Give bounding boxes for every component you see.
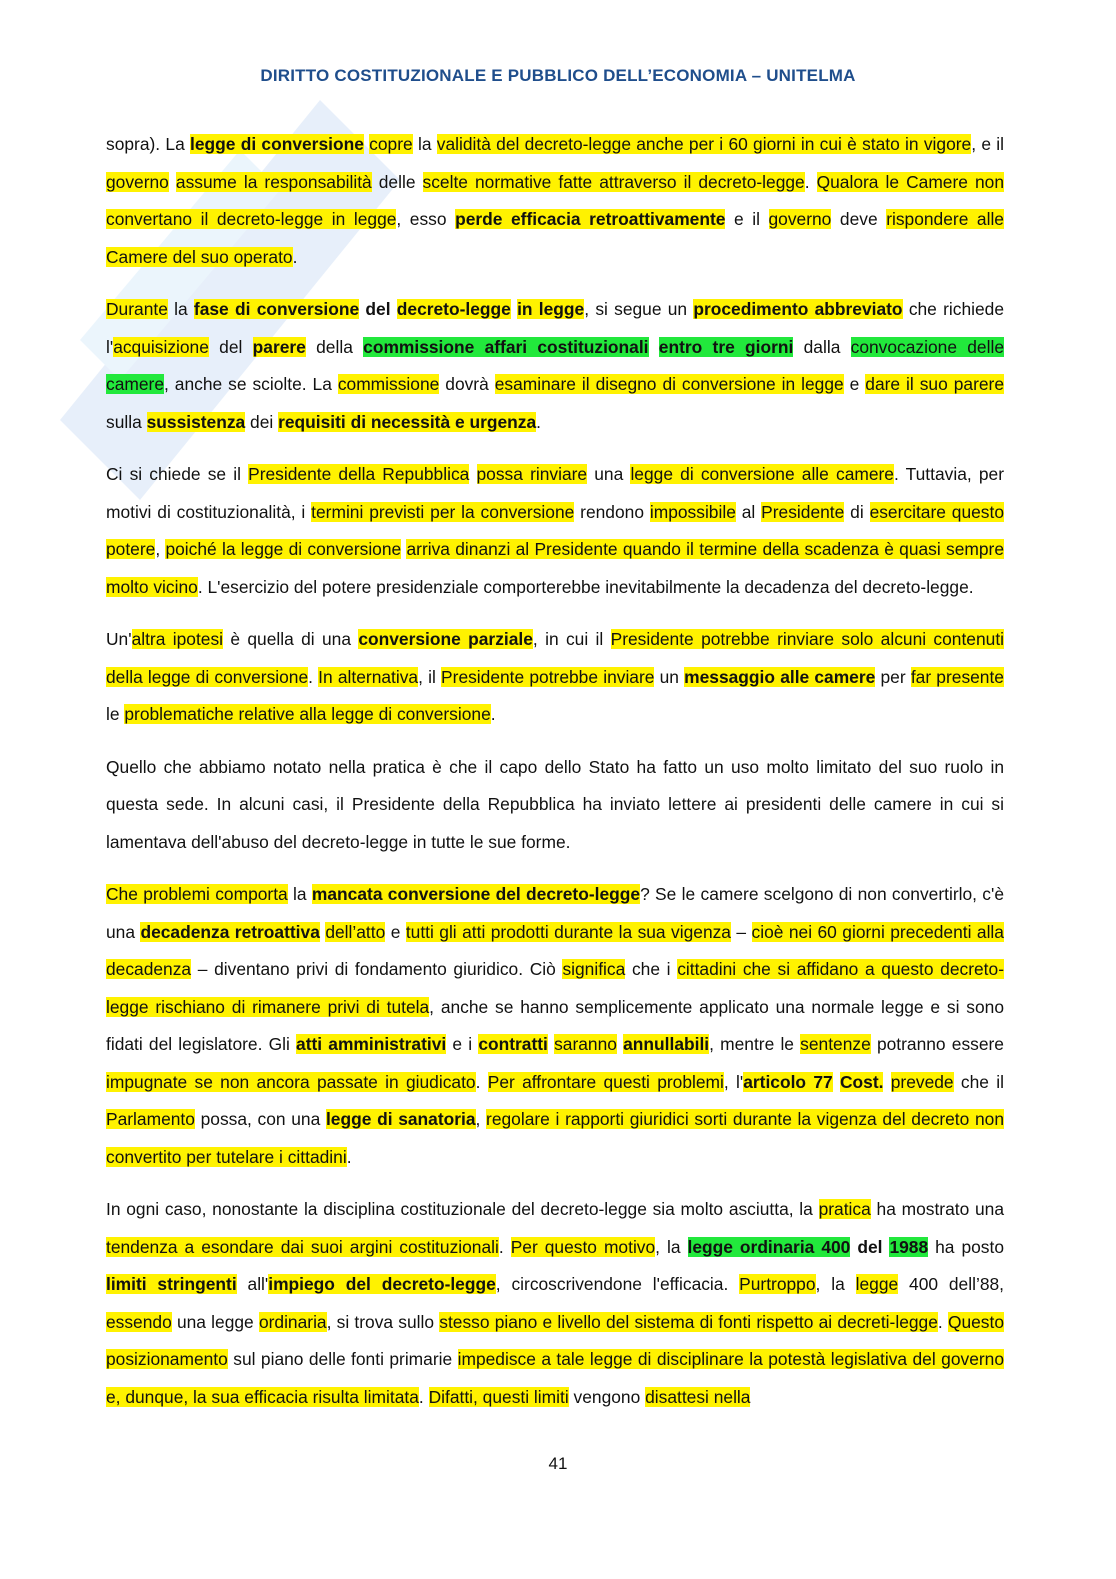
text-run: del	[359, 299, 397, 319]
text-run: delle	[371, 171, 423, 192]
highlighted-text: esercitare questo potere	[106, 501, 1004, 559]
paragraph	[106, 126, 1004, 276]
highlighted-text: regolare i rapporti giuridici sorti durante la vigenza del decreto non convertito per tutelare i cittadini	[106, 1109, 1004, 1167]
text-run: e i	[446, 1034, 479, 1054]
text-run: .	[536, 411, 541, 432]
text-run: . L'esercizio del potere presidenziale comporterebbe inevitabilmente la decadenza del decreto-legge.	[197, 576, 974, 597]
highlighted-text: Per affrontare questi problemi	[487, 1071, 724, 1092]
highlighted-text: prevede	[890, 1071, 954, 1092]
highlighted-text: legge di conversione	[190, 134, 364, 154]
highlighted-text: requisiti di necessità e urgenza	[278, 411, 537, 432]
highlighted-text: sussistenza	[146, 411, 246, 432]
highlighted-text: Che problemi comporta	[106, 884, 288, 904]
text-run	[469, 464, 476, 484]
highlighted-text: governo	[768, 209, 832, 229]
highlighted-text: impedisce a tale legge di disciplinare la potestà legislativa del governo e, dunque, la sua efficacia risulta limitata	[106, 1349, 1004, 1407]
highlighted-text: Questo posizionamento	[106, 1311, 1005, 1369]
text-run: sopra). La	[106, 134, 191, 154]
text-run: ha mostrato una	[870, 1199, 1005, 1219]
highlighted-text: stesso piano e livello del sistema di fonti rispetto ai decreti-legge	[439, 1311, 938, 1332]
highlighted-text: problematiche relative alla legge di conversione	[124, 704, 491, 724]
text-run: .	[308, 666, 319, 687]
highlighted-text: convocazione delle camere	[106, 336, 1005, 394]
text-run: dalla	[793, 336, 851, 357]
highlighted-text: Presidente potrebbe inviare	[441, 666, 655, 687]
text-run: , e il	[971, 134, 1004, 154]
text-run: , si segue un	[584, 299, 694, 319]
text-run: , in cui il	[532, 629, 611, 649]
highlighted-text: 1988	[889, 1236, 929, 1257]
highlighted-text: Presidente potrebbe rinviare solo alcuni contenuti della legge di conversione	[106, 629, 1005, 687]
highlighted-text: limiti stringenti	[106, 1274, 237, 1294]
text-run: ,	[475, 1109, 487, 1129]
highlighted-text: dare il suo parere	[865, 374, 1005, 394]
text-run: di	[844, 501, 870, 522]
highlighted-text: essendo	[106, 1311, 172, 1332]
paragraph	[106, 621, 1004, 734]
text-run: , circoscrivendone l'efficacia.	[495, 1274, 740, 1294]
highlighted-text: cittadini che si affidano a questo decreto-legge rischiano di rimanere privi di tutela	[106, 959, 1004, 1017]
highlighted-text: Difatti, questi limiti	[428, 1386, 569, 1407]
text-run: del	[208, 336, 253, 357]
highlighted-text: tutti gli atti prodotti durante la sua vigenza	[405, 921, 731, 942]
text-run: che i	[625, 959, 678, 979]
text-run: della	[305, 336, 364, 357]
highlighted-text: legge	[855, 1274, 899, 1294]
highlighted-text: commissione affari costituzionali	[363, 336, 649, 357]
text-run: In ogni caso, nonostante la disciplina costituzionale del decreto-legge sia molto asciutta, la	[106, 1199, 819, 1219]
highlighted-text: articolo 77	[743, 1071, 833, 1092]
text-run: ? Se le camere scelgono di non convertirlo, c'è una	[106, 884, 1004, 942]
highlighted-text: impossibile	[649, 501, 736, 522]
highlighted-text: impugnate se non ancora passate in giudicato	[106, 1071, 476, 1092]
highlighted-text: Purtroppo	[739, 1274, 816, 1294]
highlighted-text: fase di conversione	[193, 299, 360, 319]
highlighted-text: perde efficacia retroattivamente	[455, 209, 726, 229]
highlighted-text: saranno	[554, 1034, 617, 1054]
highlighted-text: Parlamento	[106, 1109, 195, 1129]
highlighted-text: rispondere alle Camere del suo operato	[106, 209, 1004, 267]
text-run: dei	[245, 411, 279, 432]
highlighted-text: sentenze	[800, 1034, 871, 1054]
highlighted-text: esaminare il disegno di conversione in legge	[494, 374, 844, 394]
highlighted-text: Durante	[106, 299, 168, 319]
text-run: Un'	[106, 629, 132, 649]
highlighted-text: termini previsti per la conversione	[311, 501, 575, 522]
highlighted-text: cioè nei 60 giorni precedenti alla decadenza	[106, 921, 1004, 979]
text-run: ha posto	[928, 1236, 1004, 1257]
highlighted-text: In alternativa	[318, 666, 419, 687]
text-run: . Tuttavia, per motivi di costituzionalità, i	[106, 464, 1004, 522]
highlighted-text: annullabili	[623, 1034, 710, 1054]
text-run: – diventano privi di fondamento giuridico. Ciò	[191, 959, 563, 979]
highlighted-text: pratica	[818, 1199, 871, 1219]
text-run	[883, 1072, 890, 1092]
text-run: un	[654, 666, 685, 687]
highlighted-text: commissione	[337, 374, 440, 394]
text-run: .	[346, 1146, 352, 1167]
paragraph	[106, 876, 1004, 1176]
text-run: .	[804, 171, 817, 192]
highlighted-text: Cost.	[839, 1071, 884, 1092]
text-run: , il	[418, 666, 442, 687]
text-run: sul piano delle fonti primarie	[227, 1349, 458, 1369]
text-run: , la	[815, 1274, 856, 1294]
text-run	[169, 172, 176, 192]
paragraph	[106, 291, 1004, 441]
highlighted-text: mancata conversione del decreto-legge	[311, 884, 641, 904]
highlighted-text: poiché la legge di conversione	[165, 539, 402, 559]
text-run: che richiede l'	[106, 299, 1005, 357]
text-run: la	[287, 884, 312, 904]
text-run: possa, con una	[194, 1109, 326, 1129]
highlighted-text: in legge	[517, 299, 585, 319]
paragraph	[106, 456, 1004, 606]
highlighted-text: acquisizione	[113, 336, 209, 357]
highlighted-text: copre	[369, 134, 413, 154]
highlighted-text: validità del decreto-legge anche per i 60 giorni in cui è stato in vigore	[436, 134, 972, 154]
text-run: .	[937, 1311, 948, 1332]
text-run: al	[735, 501, 762, 522]
text-run: Quello che abbiamo notato nella pratica è che il capo dello Stato ha fatto un uso molto limitato del suo ruolo in questa sede. In alcuni casi, il Presidente della Repubblica ha inviato lettere ai presidenti delle camere in cui si lamentava dell'abuso del decreto-legge in tutte le sue forme.	[106, 756, 1004, 852]
text-run: e	[843, 374, 866, 394]
highlighted-text: disattesi nella	[645, 1386, 751, 1407]
highlighted-text: messaggio alle camere	[684, 666, 876, 687]
text-run: .	[292, 246, 298, 267]
highlighted-text: scelte normative fatte attraverso il decreto-legge	[422, 171, 805, 192]
page-number: 41	[548, 1454, 568, 1473]
highlighted-text: arriva dinanzi al Presidente quando il termine della scadenza è quasi sempre molto vicino	[106, 539, 1004, 597]
text-run: ,	[155, 539, 166, 559]
text-run: è quella di una	[223, 629, 359, 649]
highlighted-text: ordinaria	[258, 1311, 327, 1332]
text-run	[833, 1072, 840, 1092]
text-run: del	[850, 1236, 890, 1257]
text-run: e il	[725, 209, 769, 229]
text-run: sulla	[106, 411, 147, 432]
highlighted-text: governo	[106, 171, 169, 192]
paragraph	[106, 749, 1004, 862]
text-run: le	[106, 704, 125, 724]
document-body	[106, 126, 1004, 1431]
text-run: deve	[831, 209, 887, 229]
text-run: una legge	[171, 1311, 259, 1332]
highlighted-text: impiego del decreto-legge	[268, 1274, 496, 1294]
highlighted-text: legge ordinaria 400	[687, 1236, 851, 1257]
highlighted-text: legge di conversione alle camere	[630, 464, 894, 484]
highlighted-text: parere	[252, 336, 306, 357]
text-run: , la	[655, 1236, 688, 1257]
text-run: .	[490, 704, 496, 724]
highlighted-text: decreto-legge	[396, 299, 511, 319]
text-run: Ci si chiede se il	[106, 464, 249, 484]
text-run: rendono	[574, 501, 650, 522]
text-run: 400 dell’88,	[898, 1274, 1004, 1294]
highlighted-text: assume la responsabilità	[175, 171, 372, 192]
highlighted-text: significa	[562, 959, 626, 979]
text-run: per	[875, 666, 911, 687]
text-run: e	[385, 921, 406, 942]
page-header: DIRITTO COSTITUZIONALE E PUBBLICO DELL’ECONOMIA – UNITELMA	[260, 66, 856, 85]
text-run: la	[167, 299, 194, 319]
text-run: una	[587, 464, 631, 484]
paragraph	[106, 1191, 1004, 1416]
highlighted-text: contratti	[478, 1034, 548, 1054]
highlighted-text: tendenza a esondare dai suoi argini costituzionali	[106, 1236, 499, 1257]
highlighted-text: procedimento abbreviato	[693, 299, 903, 319]
text-run: , si trova sullo	[326, 1311, 440, 1332]
highlighted-text: entro tre giorni	[658, 336, 794, 357]
text-run: , anche se sciolte. La	[164, 374, 338, 394]
highlighted-text: altra ipotesi	[131, 629, 224, 649]
highlighted-text: Presidente della Repubblica	[248, 464, 470, 484]
text-run: , mentre le	[709, 1034, 801, 1054]
text-run: , l'	[723, 1071, 744, 1092]
text-run: che il	[953, 1071, 1004, 1092]
text-run	[649, 337, 659, 357]
highlighted-text: possa rinviare	[476, 464, 588, 484]
highlighted-text: Presidente	[761, 501, 845, 522]
highlighted-text: legge di sanatoria	[325, 1109, 476, 1129]
highlighted-text: decadenza retroattiva	[140, 921, 320, 942]
text-run: all'	[236, 1274, 269, 1294]
text-run: , anche se hanno semplicemente applicato una normale legge e si sono fidati del legislatore. Gli	[106, 996, 1004, 1054]
text-run: .	[498, 1236, 511, 1257]
text-run: –	[730, 921, 752, 942]
highlighted-text: Qualora le Camere non convertano il decreto-legge in legge	[106, 171, 1004, 229]
text-run: vengono	[568, 1386, 646, 1407]
text-run: , esso	[396, 209, 456, 229]
highlighted-text: dell’atto	[325, 921, 386, 942]
text-run: la	[412, 134, 437, 154]
text-run: dovrà	[439, 374, 495, 394]
text-run: .	[418, 1386, 429, 1407]
highlighted-text: conversione parziale	[358, 629, 533, 649]
highlighted-text: Per questo motivo	[510, 1236, 656, 1257]
highlighted-text: far presente	[910, 666, 1004, 687]
text-run: potranno essere	[870, 1034, 1004, 1054]
highlighted-text: atti amministrativi	[296, 1034, 447, 1054]
text-run: .	[475, 1071, 488, 1092]
